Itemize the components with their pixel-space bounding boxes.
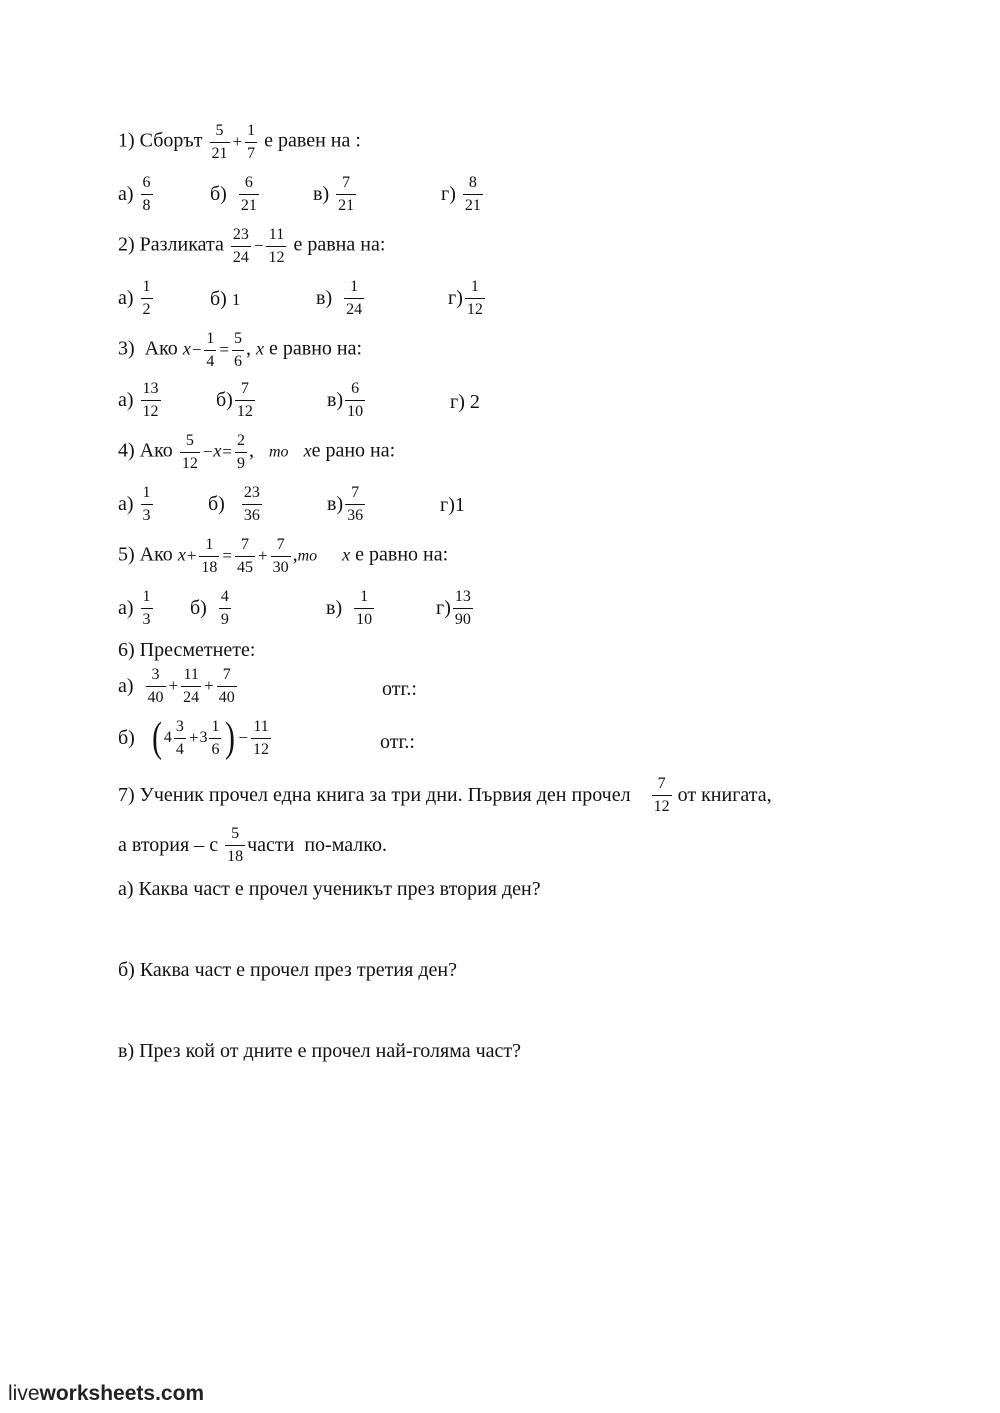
q2-frac-2: $\frac{11}{12}$ [268,226,285,266]
q1-option-v[interactable]: в) $\frac{7}{21}$ [313,174,355,214]
q2-option-b[interactable]: б) 1 [210,288,241,310]
q1-text: 1) Сборът [118,129,203,152]
q5-option-a[interactable]: а) $\frac{1}{3}$ [118,588,151,628]
liveworksheets-logo: liveworksheets.com [8,1382,205,1405]
q4-frac-1: $\frac{5}{12}$ [181,432,198,472]
q5-frac-2: $\frac{7}{45}$ [237,536,253,576]
q4-tail: е рано на: [311,439,396,462]
q4-option-g[interactable]: г)1 [440,494,465,516]
question-7-line-2: а втория – с $\frac{5}{18}$ части по-малко. [118,825,387,865]
q5-frac-1: $\frac{1}{18}$ [201,536,218,576]
q3-option-g[interactable]: г) 2 [450,391,480,413]
q6-part-a: а) $\frac{3}{40}$ + $\frac{11}{24}$ + $\frac{7}{40}$ [118,666,235,706]
question-7-line-1: 7) Ученик прочел една книга за три дни. Първия ден прочел $\frac{7}{12}$ от книгата, [118,775,772,815]
q5-tail: е равно на: [355,543,449,566]
q2-text: 2) Разликата [118,233,224,256]
q1-option-a[interactable]: а) $\frac{6}{8}$ [118,174,151,214]
q5-option-b[interactable]: б) $\frac{4}{9}$ [190,588,229,628]
q3-text: 3) Ако [118,337,178,360]
q6-a-answer-label: отг.: [382,678,417,700]
q2-op: − [253,235,264,255]
question-7-b: б) Каква част е прочел през третия ден? [118,959,457,981]
question-2 [118,226,385,266]
q1-option-g[interactable]: г) $\frac{8}{21}$ [441,174,481,214]
question-7-a: а) Каква част е прочел ученикът през втория ден? [118,878,541,900]
q3-option-v[interactable]: в) $\frac{6}{10}$ [327,380,364,420]
q1-frac-1: $\frac{5}{21}$ [211,122,228,162]
q4-text: 4) Ако [118,439,173,462]
q3-frac-2: $\frac{5}{6}$ [234,330,242,370]
q1-option-b[interactable]: б) $\frac{6}{21}$ [210,174,257,214]
question-4: 4) Ако $\frac{5}{12}$ −x= $\frac{2}{9}$ , то xе рано на: [118,432,396,472]
q3-tail: е равно на: [269,337,363,360]
q6-b-answer-label: отг.: [380,731,415,753]
q4-option-a[interactable]: а) $\frac{1}{3}$ [118,484,151,524]
q4-option-b[interactable]: б) $\frac{23}{36}$ [208,484,260,524]
q3-option-a[interactable]: а) $\frac{13}{12}$ [118,380,159,420]
q5-frac-3: $\frac{7}{30}$ [272,536,289,576]
q2-option-a[interactable]: а) $\frac{1}{2}$ [118,278,151,318]
q1-op: + [232,131,243,151]
question-3: 3) Ако x− $\frac{1}{4}$ = $\frac{5}{6}$ , x е равно на: [118,330,363,370]
question-7-c: в) През кой от дните е прочел най-голяма част? [118,1040,522,1062]
question-6: 6) Пресметнете: [118,639,256,661]
q2-frac-1: $\frac{23}{24}$ [232,226,249,266]
question-1 [118,122,361,162]
q5-option-g[interactable]: г) $\frac{13}{90}$ [436,588,471,628]
q5-text: 5) Ако [118,543,173,566]
q3-frac-1: $\frac{1}{4}$ [206,330,215,370]
question-5: 5) Ако x+ $\frac{1}{18}$ = $\frac{7}{45}$ + $\frac{7}{30}$ ,то x е равно на: [118,536,449,576]
q6-part-b: б) ( 4 $\frac{3}{4}$ + 3 $\frac{1}{6}$ ) − $\frac{11}{12}$ [118,715,270,761]
q3-option-b[interactable]: б) $\frac{7}{12}$ [216,380,253,420]
q2-tail: е равна на: [293,233,386,256]
q5-option-v[interactable]: в) $\frac{1}{10}$ [326,588,373,628]
q4-frac-2: $\frac{2}{9}$ [237,432,245,472]
q4-option-v[interactable]: в) $\frac{7}{36}$ [327,484,364,524]
q1-tail: е равен на : [264,129,361,152]
q1-frac-2: $\frac{1}{7}$ [247,122,256,162]
q2-option-g[interactable]: г) $\frac{1}{12}$ [448,278,483,318]
q2-option-v[interactable]: в) $\frac{1}{24}$ [316,278,363,318]
q3-var-x: x [182,338,191,359]
